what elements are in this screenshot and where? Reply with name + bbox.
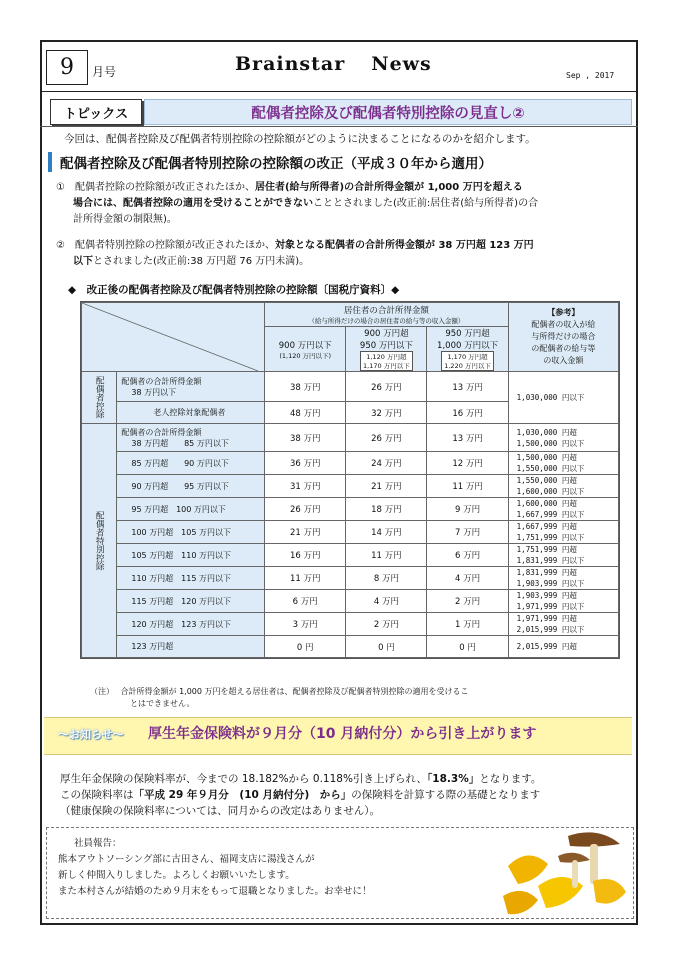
row-label-range: 85 万円超 90 万円以下 [131, 458, 229, 468]
staff-report-text [58, 836, 372, 900]
table-row [82, 544, 619, 567]
row-label [117, 452, 265, 475]
note-line-2: とはできません。 [130, 699, 195, 708]
topics-label: トピックス [50, 99, 142, 125]
row-label-range: 90 万円超 95 万円以下 [131, 481, 229, 491]
reference-line: 1,667,999 円以下 [516, 510, 585, 519]
g1-row1-label2: 38 万円以下 [131, 387, 177, 397]
topics-title: 配偶者控除及び配偶者特別控除の見直し② [144, 99, 632, 125]
cell-value: 2 万円 [427, 590, 508, 613]
cell-value: 48 万円 [265, 402, 346, 424]
reference-line: 1,600,000 円以下 [516, 487, 585, 496]
row-label-range: 105 万円超 110 万円以下 [131, 550, 231, 560]
deduction-table [80, 301, 620, 659]
reference-line: 1,903,999 円以下 [516, 579, 585, 588]
table-note [90, 686, 469, 710]
reference-value [508, 544, 618, 567]
item-1 [56, 180, 538, 228]
cell-value: 11 万円 [346, 544, 427, 567]
table-title: ◆ 改正後の配偶者控除及び配偶者特別控除の控除額〔国税庁資料〕◆ [68, 284, 400, 296]
table-row [82, 567, 619, 590]
cell-value: 0 円 [346, 636, 427, 658]
cell-value: 2 万円 [346, 613, 427, 636]
col3-salary [441, 351, 494, 371]
cell-value: 1 万円 [427, 613, 508, 636]
ref-header-l5: の収入金額 [543, 356, 584, 365]
row-label [117, 636, 265, 658]
cell-value: 11 万円 [265, 567, 346, 590]
item-1-emphasis: 居住者(給与所得者)の合計所得金額が 1,000 万円を超える [254, 182, 523, 193]
table-row [82, 590, 619, 613]
table-corner [82, 303, 265, 372]
table-row [82, 475, 619, 498]
cell-value: 32 万円 [346, 402, 427, 424]
item-1-text-2: こととされました(改正前:居住者(給与所得者)の合 [313, 198, 539, 209]
col-header-1 [265, 327, 346, 372]
row-label [117, 475, 265, 498]
group-label-special-deduction: 配偶者特別控除 [82, 424, 117, 658]
col3-l2: 1,000 万円以下 [437, 341, 499, 351]
cell-value: 24 万円 [346, 452, 427, 475]
col-header-2 [346, 327, 427, 372]
ref-header-l2: 配偶者の収入が給 [531, 320, 596, 329]
reference-line: 1,550,000 円以下 [516, 464, 585, 473]
cell-value: 26 万円 [265, 498, 346, 521]
cell-value: 21 万円 [265, 521, 346, 544]
item-2-emphasis: 対象となる配偶者の合計所得金額が 38 万円超 123 万円 [274, 240, 534, 251]
mushroom-stem-icon [572, 860, 578, 888]
staff-line-1: 熊本アウトソーシング部に古田さん、福岡支店に湯浅さんが [58, 854, 315, 865]
reference-value [508, 521, 618, 544]
col2-l2: 950 万円以下 [359, 341, 413, 351]
row-label-range: 100 万円超 105 万円以下 [131, 527, 231, 537]
staff-heading: 社員報告： [74, 838, 122, 849]
pension-period: 「平成 29 年９月分 (10 月納付分) から」 [133, 789, 352, 801]
special-deduction-rows [82, 424, 619, 658]
item-2-text: ② 配偶者特別控除の控除額が改正されたほか、 [56, 240, 275, 251]
pension-l3: （健康保険の保険料率については、同月からの改定はありません）。 [60, 805, 381, 817]
ref-header-l1: 【参考】 [547, 308, 580, 317]
income-header-text: 居住者の合計所得金額 [343, 306, 429, 316]
reference-line: 2,015,999 円超 [516, 642, 577, 651]
row-label [117, 590, 265, 613]
col2-l1: 900 万円超 [364, 329, 409, 339]
table-row [82, 452, 619, 475]
row-label-range: 120 万円超 123 万円以下 [131, 619, 231, 629]
cell-value: 13 万円 [427, 372, 508, 402]
reference-line: 1,831,999 円以下 [516, 556, 585, 565]
cell-value: 4 万円 [427, 567, 508, 590]
reference-line: 1,971,999 円超 [516, 614, 577, 623]
col1-l1: 900 万円以下 [278, 340, 332, 351]
row-label [117, 544, 265, 567]
cell-value: 26 万円 [346, 372, 427, 402]
col2-salary [360, 351, 413, 371]
item-1-text-3: 計所得金額の制限無)。 [73, 214, 177, 225]
pension-text [60, 771, 541, 819]
reference-line: 1,500,000 円超 [516, 453, 577, 462]
ginkgo-leaf-icon [503, 891, 538, 914]
brand-part-1: Brainstar [235, 53, 346, 75]
cell-value: 13 万円 [427, 424, 508, 452]
reference-value [508, 567, 618, 590]
pension-l1c: となります。 [479, 773, 542, 785]
table-row [82, 636, 619, 658]
cell-value: 18 万円 [346, 498, 427, 521]
cell-value: 38 万円 [265, 424, 346, 452]
note-line-1: （注） 合計所得金額が 1,000 万円を超える居住者は、配偶者控除及び配偶者特別控除の適用を受けるこ [90, 687, 469, 696]
g1-row1-label1: 配偶者の合計所得金額 [121, 376, 202, 386]
row-label [117, 498, 265, 521]
row-label-range: 110 万円超 115 万円以下 [131, 573, 231, 583]
col2-l3: 1,120 万円超 [366, 353, 407, 361]
item-1-text: ① 配偶者控除の控除額が改正されたほか、 [56, 182, 255, 193]
issue-date: Sep , 2017 [566, 71, 615, 80]
cell-value: 0 円 [427, 636, 508, 658]
issue-number: 9 [46, 50, 88, 85]
reference-value [508, 613, 618, 636]
cell-value: 3 万円 [265, 613, 346, 636]
reference-header [508, 303, 618, 372]
cell-value: 6 万円 [427, 544, 508, 567]
col1-l2: (1,120 万円以下) [279, 351, 332, 360]
cell-value: 4 万円 [346, 590, 427, 613]
item-1-emphasis-2: 場合には、配偶者控除の適用を受けることができない [73, 198, 313, 209]
autumn-mushroom-illustration [498, 826, 628, 922]
pension-l2a: この保険料率は [60, 789, 134, 801]
row-label-heading: 配偶者の合計所得金額 [121, 427, 202, 437]
col3-l3: 1,170 万円超 [447, 353, 488, 361]
col-header-3 [427, 327, 508, 372]
reference-line: 1,903,999 円超 [516, 591, 577, 600]
row-label [117, 424, 265, 452]
col3-l1: 950 万円超 [445, 329, 490, 339]
section-heading: 配偶者控除及び配偶者特別控除の控除額の改正（平成３０年から適用） [60, 156, 492, 172]
reference-line: 1,030,000 円超 [516, 427, 577, 437]
diagonal-line [82, 303, 258, 371]
reference-value [508, 452, 618, 475]
table-row [82, 424, 619, 452]
cell-value: 6 万円 [265, 590, 346, 613]
row-label-range: 38 万円超 85 万円以下 [131, 438, 229, 448]
table-row [82, 498, 619, 521]
row-label [117, 521, 265, 544]
ref-header-l4: の配偶者の給与等 [531, 344, 596, 353]
cell-value: 36 万円 [265, 452, 346, 475]
cell-value: 9 万円 [427, 498, 508, 521]
reference-line: 1,751,999 円以下 [516, 533, 585, 542]
reference-value [508, 636, 618, 658]
row-label [117, 372, 265, 402]
pension-rate: 「18.3%」 [427, 773, 480, 785]
cell-value: 38 万円 [265, 372, 346, 402]
cell-value: 16 万円 [265, 544, 346, 567]
row-label: 老人控除対象配偶者 [117, 402, 265, 424]
staff-line-3: また本村さんが結婚のため９月末をもって退職となりました。お幸せに！ [58, 886, 372, 897]
table-row [82, 521, 619, 544]
announcement-tag: ～お知らせ～ [58, 728, 124, 741]
income-header [265, 303, 509, 327]
row-label-range: 123 万円超 [131, 642, 174, 651]
ginkgo-leaf-icon [593, 879, 626, 904]
row-label [117, 567, 265, 590]
reference-line: 1,600,000 円超 [516, 499, 577, 508]
cell-value: 21 万円 [346, 475, 427, 498]
item-2 [56, 238, 534, 270]
row-label-range: 115 万円超 120 万円以下 [131, 596, 231, 606]
reference-value [508, 590, 618, 613]
cell-value: 12 万円 [427, 452, 508, 475]
reference-value: 1,030,000 円以下 [508, 372, 618, 424]
table-row [82, 372, 619, 402]
ref-header-l3: 与所得だけの場合 [531, 332, 596, 341]
reference-line: 1,667,999 円超 [516, 522, 577, 531]
reference-value [508, 498, 618, 521]
row-label [117, 613, 265, 636]
pension-l1a: 厚生年金保険の保険料率が、今までの 18.182%から 0.118%引き上げられ、 [60, 773, 428, 785]
income-header-sub: （給与所得だけの場合の居住者の給与等の収入金額） [308, 317, 465, 325]
reference-line: 1,751,999 円超 [516, 545, 577, 554]
cell-value: 26 万円 [346, 424, 427, 452]
header-divider [40, 91, 638, 92]
reference-line: 1,831,999 円超 [516, 568, 577, 577]
cell-value: 7 万円 [427, 521, 508, 544]
topics-divider [40, 126, 638, 127]
staff-line-2: 新しく仲間入りしました。よろしくお願いいたします。 [58, 870, 295, 881]
table-row [82, 613, 619, 636]
reference-line: 1,971,999 円以下 [516, 602, 585, 611]
intro-text: 今回は、配偶者控除及び配偶者特別控除の控除額がどのように決まることになるのかを紹介します。 [64, 133, 536, 145]
item-2-text-2: とされました(改正前:38 万円超 76 万円未満)。 [93, 256, 310, 267]
cell-value: 8 万円 [346, 567, 427, 590]
cell-value: 16 万円 [427, 402, 508, 424]
pension-l2c: の保険料を計算する際の基礎となります [351, 789, 541, 801]
reference-value [508, 475, 618, 498]
section-marker [48, 152, 52, 172]
announcement-title: 厚生年金保険料が９月分（10 月納付分）から引き上がります [148, 726, 537, 742]
group-label-spouse-deduction: 配偶者控除 [82, 372, 117, 424]
ginkgo-leaf-icon [508, 855, 548, 884]
item-2-emphasis-2: 以下 [73, 256, 93, 267]
reference-line: 2,015,999 円以下 [516, 625, 585, 634]
reference-line: 1,500,000 円以下 [516, 438, 585, 448]
cell-value: 11 万円 [427, 475, 508, 498]
newsletter-title [235, 53, 432, 75]
cell-value: 0 円 [265, 636, 346, 658]
col3-l4: 1,220 万円以下 [444, 362, 491, 370]
reference-value [508, 424, 618, 452]
issue-unit: 月号 [92, 65, 117, 79]
reference-line: 1,550,000 円超 [516, 476, 577, 485]
row-label-range: 95 万円超 100 万円以下 [131, 504, 226, 514]
col2-l4: 1,170 万円以下 [363, 362, 410, 370]
cell-value: 31 万円 [265, 475, 346, 498]
mushroom-stem-icon [590, 844, 598, 884]
brand-part-2: News [371, 53, 432, 75]
cell-value: 14 万円 [346, 521, 427, 544]
